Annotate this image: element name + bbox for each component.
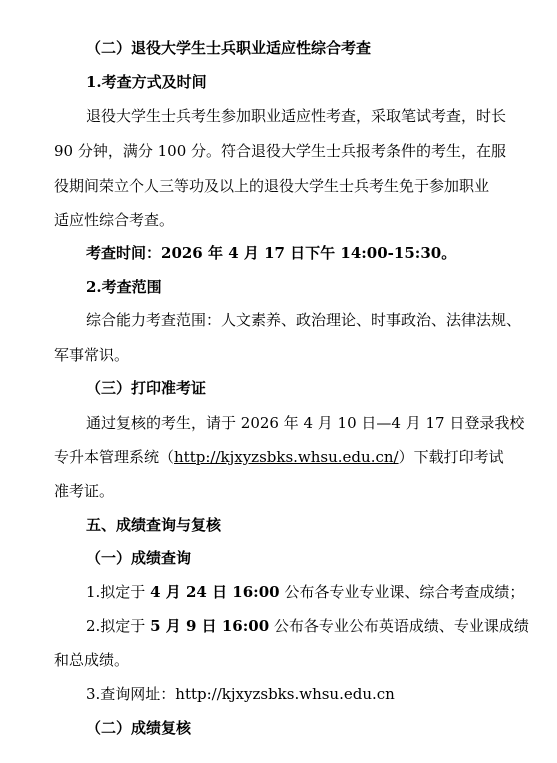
text-span: 公布各专业专业课、综合考查成绩； (279, 583, 525, 601)
subheading-scope: 2.考查范围 (86, 278, 162, 296)
paragraph-line: 90 分钟，满分 100 分。符合退役大学生士兵报考条件的考生，在服 (54, 142, 507, 160)
text-span: ）下载打印考试 (398, 448, 504, 466)
paragraph-line: 综合能力考查范围：人文素养、政治理论、时事政治、法律法规、 (86, 311, 522, 329)
paragraph-line: 军事常识。 (54, 346, 130, 364)
text-span: 2.拟定于 (86, 617, 151, 635)
paragraph-line: 通过复核的考生，请于 2026 年 4 月 10 日—4 月 17 日登录我校 (86, 414, 525, 432)
date-bold: 4 月 24 日 16:00 (150, 583, 280, 601)
list-item (86, 616, 529, 636)
text-span: 1.拟定于 (86, 583, 151, 601)
list-item (86, 582, 524, 602)
list-item-query-url: 3.查询网址：http://kjxyzsbks.whsu.edu.cn (86, 685, 395, 703)
section-heading-print-admission-ticket: （三）打印准考证 (86, 379, 207, 397)
exam-time: 考查时间：2026 年 4 月 17 日下午 14:00-15:30。 (86, 244, 457, 262)
subheading-method-and-time: 1.考查方式及时间 (86, 73, 207, 91)
paragraph-line: 准考证。 (54, 482, 115, 500)
date-bold: 5 月 9 日 16:00 (150, 617, 270, 635)
text-span: 公布各专业公布英语成绩、专业课成绩 (269, 617, 529, 635)
text-span: 专升本管理系统（ (54, 448, 175, 466)
paragraph-line (54, 447, 504, 467)
subheading-score-query: （一）成绩查询 (86, 549, 192, 567)
paragraph-line: 适应性综合考查。 (54, 211, 175, 229)
paragraph-line: 退役大学生士兵考生参加职业适应性考查，采取笔试考查，时长 (86, 107, 507, 125)
system-url-link[interactable]: http://kjxyzsbks.whsu.edu.cn/ (174, 448, 399, 466)
section-heading-retired-soldier-assessment: （二）退役大学生士兵职业适应性综合考查 (86, 39, 372, 57)
subheading-score-review: （二）成绩复核 (86, 719, 192, 737)
section-heading-score-query-review: 五、成绩查询与复核 (86, 516, 222, 534)
paragraph-line: 役期间荣立个人三等功及以上的退役大学生士兵考生免于参加职业 (54, 177, 490, 195)
paragraph-line: 和总成绩。 (54, 651, 130, 669)
